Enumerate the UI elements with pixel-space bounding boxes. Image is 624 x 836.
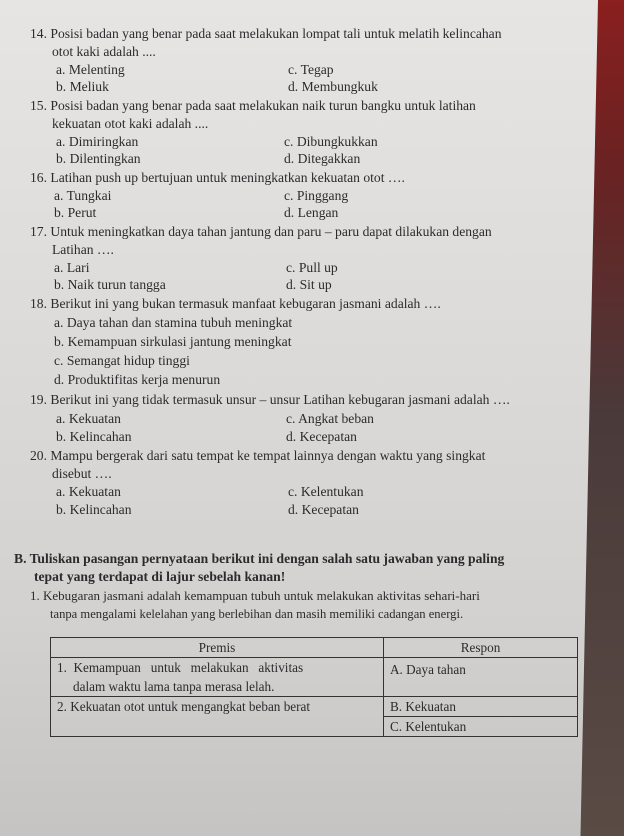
- table-row: [51, 658, 578, 697]
- premis-1: [51, 658, 384, 697]
- premis-2: 2. Kekuatan otot untuk mengangkat beban berat: [51, 697, 384, 737]
- question-text: Berikut ini yang tidak termasuk unsur – unsur Latihan kebugaran jasmani adalah ….: [50, 392, 510, 407]
- question-text: Latihan push up bertujuan untuk meningkatkan kekuatan otot ….: [50, 170, 405, 185]
- option-b: b. Perut: [54, 205, 97, 220]
- option-b: b. Kemampuan sirkulasi jantung meningkat: [54, 334, 292, 349]
- question-20-cont: disebut ….: [52, 466, 112, 481]
- question-text: Posisi badan yang benar pada saat melakukan lompat tali untuk melatih kelincahan: [50, 26, 502, 41]
- question-15-cont: kekuatan otot kaki adalah ....: [52, 116, 209, 131]
- question-17-cont: Latihan ….: [52, 242, 114, 257]
- table-row: [51, 697, 578, 717]
- question-number: 15.: [30, 98, 47, 113]
- premis-1-line-2: dalam waktu lama tanpa merasa lelah.: [73, 679, 275, 694]
- option-d: d. Membungkuk: [288, 79, 378, 94]
- question-14-cont: otot kaki adalah ....: [52, 44, 156, 59]
- option-c: c. Pinggang: [284, 188, 349, 203]
- respon-b: B. Kekuatan: [384, 697, 578, 717]
- question-15: [30, 98, 476, 114]
- option-d: d. Sit up: [286, 277, 332, 292]
- question-14: [30, 26, 502, 42]
- option-a: a. Kekuatan: [56, 484, 121, 499]
- question-text: Posisi badan yang benar pada saat melakukan naik turun bangku untuk latihan: [50, 98, 476, 113]
- question-number: 19.: [30, 392, 47, 407]
- question-16: [30, 170, 405, 186]
- option-a: a. Lari: [54, 260, 90, 275]
- option-a: a. Tungkai: [54, 188, 112, 203]
- option-a: a. Melenting: [56, 62, 125, 77]
- question-17: [30, 224, 492, 240]
- matching-table: [50, 637, 578, 737]
- option-b: b. Meliuk: [56, 79, 109, 94]
- option-a: a. Dimiringkan: [56, 134, 139, 149]
- section-b-item-1: 1. Kebugaran jasmani adalah kemampuan tubuh untuk melakukan aktivitas sehari-hari: [30, 588, 480, 603]
- option-c: c. Angkat beban: [286, 411, 374, 426]
- respon-a: A. Daya tahan: [384, 658, 578, 697]
- premis-1-line-1: 1. Kemampuan untuk melakukan aktivitas: [57, 660, 304, 675]
- option-c: c. Dibungkukkan: [284, 134, 378, 149]
- option-d: d. Lengan: [284, 205, 339, 220]
- option-c: c. Semangat hidup tinggi: [54, 353, 190, 368]
- option-d: d. Ditegakkan: [284, 151, 361, 166]
- question-text: Mampu bergerak dari satu tempat ke tempat lainnya dengan waktu yang singkat: [50, 448, 486, 463]
- question-18: [30, 296, 441, 312]
- question-number: 18.: [30, 296, 47, 311]
- option-d: d. Produktifitas kerja menurun: [54, 372, 221, 387]
- option-b: b. Naik turun tangga: [54, 277, 166, 292]
- option-a: a. Daya tahan dan stamina tubuh meningkat: [54, 315, 293, 330]
- option-c: c. Pull up: [286, 260, 338, 275]
- option-d: d. Kecepatan: [286, 429, 357, 444]
- question-19: [30, 392, 510, 408]
- header-respon: Respon: [384, 638, 578, 658]
- option-b: b. Kelincahan: [56, 429, 132, 444]
- header-premis: Premis: [51, 638, 384, 658]
- table-header-row: [51, 638, 578, 658]
- option-c: c. Kelentukan: [288, 484, 364, 499]
- question-number: 20.: [30, 448, 47, 463]
- question-20: [30, 448, 485, 464]
- respon-c: C. Kelentukan: [384, 717, 578, 737]
- question-number: 17.: [30, 224, 47, 239]
- option-b: b. Dilentingkan: [56, 151, 141, 166]
- option-b: b. Kelincahan: [56, 502, 132, 517]
- question-text: Untuk meningkatkan daya tahan jantung dan paru – paru dapat dilakukan dengan: [50, 224, 492, 239]
- option-a: a. Kekuatan: [56, 411, 121, 426]
- section-b-item-1-cont: tanpa mengalami kelelahan yang berlebihan dan masih memiliki cadangan energi.: [50, 607, 464, 621]
- option-d: d. Kecepatan: [288, 502, 359, 517]
- question-number: 16.: [30, 170, 47, 185]
- section-b-heading: B. Tuliskan pasangan pernyataan berikut ini dengan salah satu jawaban yang paling: [14, 551, 505, 566]
- option-c: c. Tegap: [288, 62, 334, 77]
- section-b-heading-cont: tepat yang terdapat di lajur sebelah kanan!: [34, 569, 286, 584]
- question-text: Berikut ini yang bukan termasuk manfaat kebugaran jasmani adalah ….: [50, 296, 441, 311]
- question-number: 14.: [30, 26, 47, 41]
